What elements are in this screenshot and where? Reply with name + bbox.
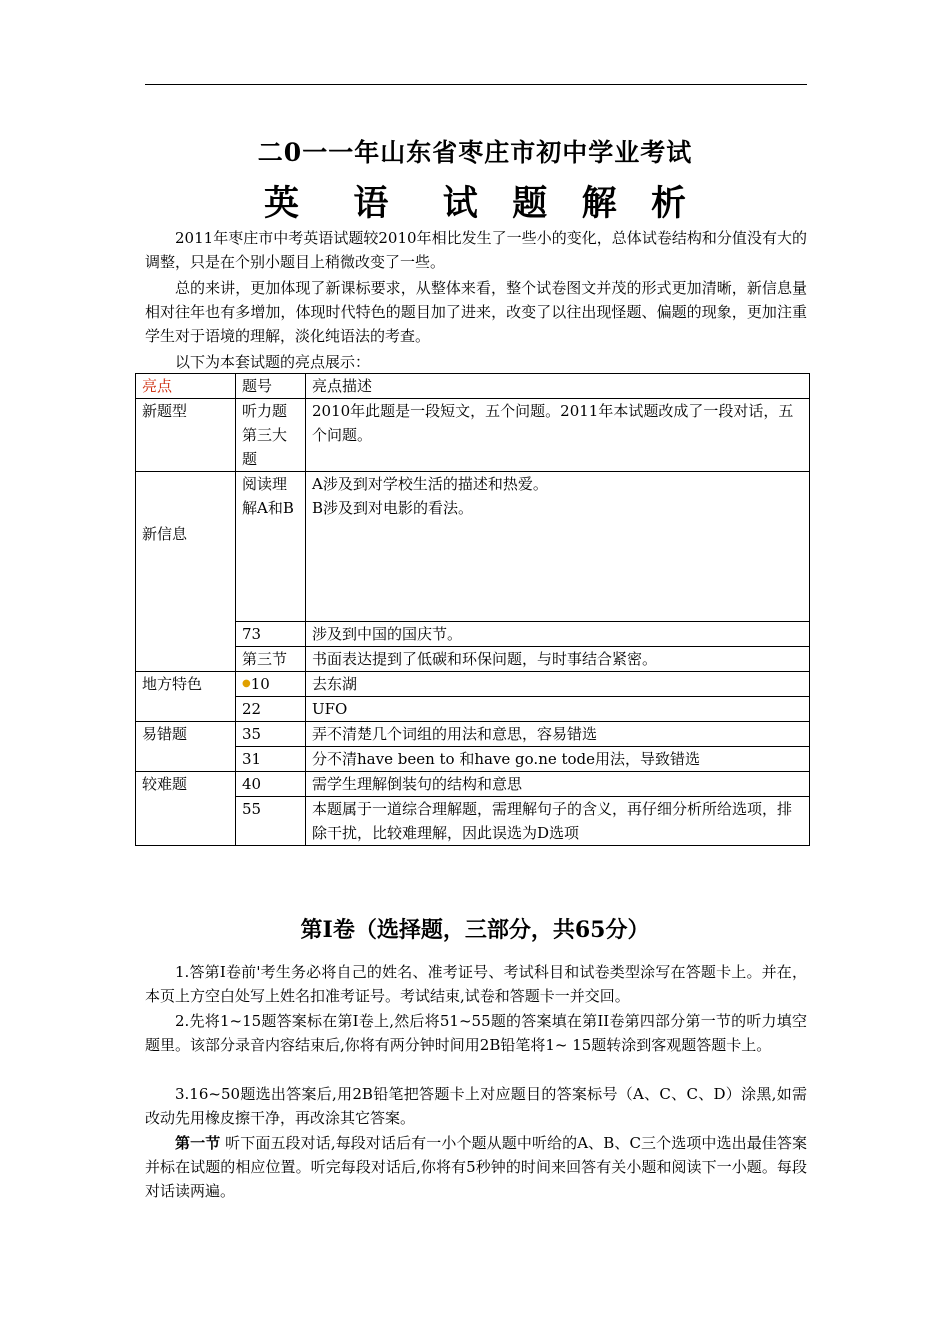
description-cell: 涉及到中国的国庆节。 [306, 622, 810, 647]
description-cell: 去东湖 [306, 672, 810, 697]
instruction-2: 2.先将1~15题答案标在第I卷上,然后将51~55题的答案填在第II卷第四部分第一节的听力填空题里。该部分录音内容结束后,你将有两分钟时间用2B铅笔将1~ 15题转涂到客观题答题卡上。 [145, 1012, 807, 1054]
header-description: 亮点描述 [306, 374, 810, 399]
table-row [136, 647, 810, 672]
number-cell: 55 [236, 797, 306, 846]
table-row [136, 722, 810, 747]
description-cell: 分不清have been to 和have go.ne tode用法，导致错选 [306, 747, 810, 772]
table-row [136, 672, 810, 697]
category-cell: 较难题 [136, 772, 236, 846]
title-char: 英 [264, 183, 300, 224]
number-cell: 40 [236, 772, 306, 797]
table-row [136, 797, 810, 846]
intro-paragraph-3: 以下为本套试题的亮点展示： [175, 353, 371, 371]
mark-dot-icon: ● [242, 678, 251, 689]
table-row [136, 747, 810, 772]
exam-title: 二0一一年山东省枣庄市初中学业考试 [257, 138, 693, 167]
highlights-table [135, 373, 810, 846]
number-cell: 73 [236, 622, 306, 647]
description-cell: 弄不清楚几个词组的用法和意思，容易错选 [306, 722, 810, 747]
description-line: B涉及到对电影的看法。 [312, 499, 474, 517]
description-cell: 需学生理解倒装句的结构和意思 [306, 772, 810, 797]
number-cell: ●10 [236, 672, 306, 697]
description-cell: 本题属于一道综合理解题，需理解句子的含义，再仔细分析所给选项，排除干扰，比较难理解，因此误选为D选项 [306, 797, 810, 846]
category-cell: 地方特色 [136, 672, 236, 722]
intro-paragraph-1: 2011年枣庄市中考英语试题较2010年相比发生了一些小的变化，总体试卷结构和分值没有大的调整，只是在个别小题目上稍微改变了一些。 [145, 229, 807, 271]
description-cell: 2010年此题是一段短文，五个问题。2011年本试题改成了一段对话，五个问题。 [306, 399, 810, 472]
header-number: 题号 [236, 374, 306, 399]
number-cell: 阅读理解A和B [236, 472, 306, 622]
intro-paragraph-2: 总的来讲，更加体现了新课标要求，从整体来看，整个试卷图文并茂的形式更加清晰，新信息量相对往年也有多增加，体现时代特色的题目加了进来，改变了以往出现怪题、偏题的现象，更加注重学生对于语境的理解，淡化纯语法的考查。 [145, 279, 807, 345]
description-cell [306, 472, 810, 622]
category-cell: 新题型 [136, 399, 236, 472]
table-row [136, 772, 810, 797]
number-cell: 听力题第三大题 [236, 399, 306, 472]
table-row [136, 472, 810, 622]
title-char: 语 [353, 183, 389, 224]
category-cell: 易错题 [136, 722, 236, 772]
number-cell: 第三节 [236, 647, 306, 672]
description-line: A涉及到对学校生活的描述和热爱。 [312, 475, 548, 493]
part-label: 第一节 [175, 1134, 221, 1152]
analysis-title [0, 176, 950, 226]
table-row [136, 697, 810, 722]
table-row [136, 399, 810, 472]
section-title: 第I卷（选择题，三部分，共65分） [300, 917, 650, 943]
header-highlight: 亮点 [136, 374, 236, 399]
title-char: 解 [581, 183, 617, 224]
table-row [136, 622, 810, 647]
instruction-3: 3.16~50题选出答案后,用2B铅笔把答题卡上对应题目的答案标号（A、C、C、D）涂黑,如需改动先用橡皮擦干净，再改涂其它答案。 [145, 1085, 807, 1127]
number-cell: 35 [236, 722, 306, 747]
title-char: 析 [650, 183, 686, 224]
header-rule [145, 84, 807, 85]
table-header-row [136, 374, 810, 399]
instruction-1: 1.答第I卷前'考生务必将自己的姓名、准考证号、考试科目和试卷类型涂写在答题卡上。并在，本页上方空白处写上姓名扣准考证号。考试结束,试卷和答题卡一并交回。 [145, 963, 807, 1005]
category-cell: 新信息 [136, 472, 236, 672]
instruction-text: 听下面五段对话,每段对话后有一小个题从题中听给的A、B、C三个选项中选出最佳答案并标在试题的相应位置。听完每段对话后,你将有5秒钟的时间来回答有关小题和阅读下一小题。每段对话读两遍。 [145, 1134, 807, 1200]
description-cell: UFO [306, 697, 810, 722]
number-cell: 31 [236, 747, 306, 772]
instruction-4 [145, 1131, 807, 1203]
number-cell: 22 [236, 697, 306, 722]
description-cell: 书面表达提到了低碳和环保问题，与时事结合紧密。 [306, 647, 810, 672]
title-char: 题 [512, 183, 548, 224]
title-char: 试 [442, 183, 478, 224]
